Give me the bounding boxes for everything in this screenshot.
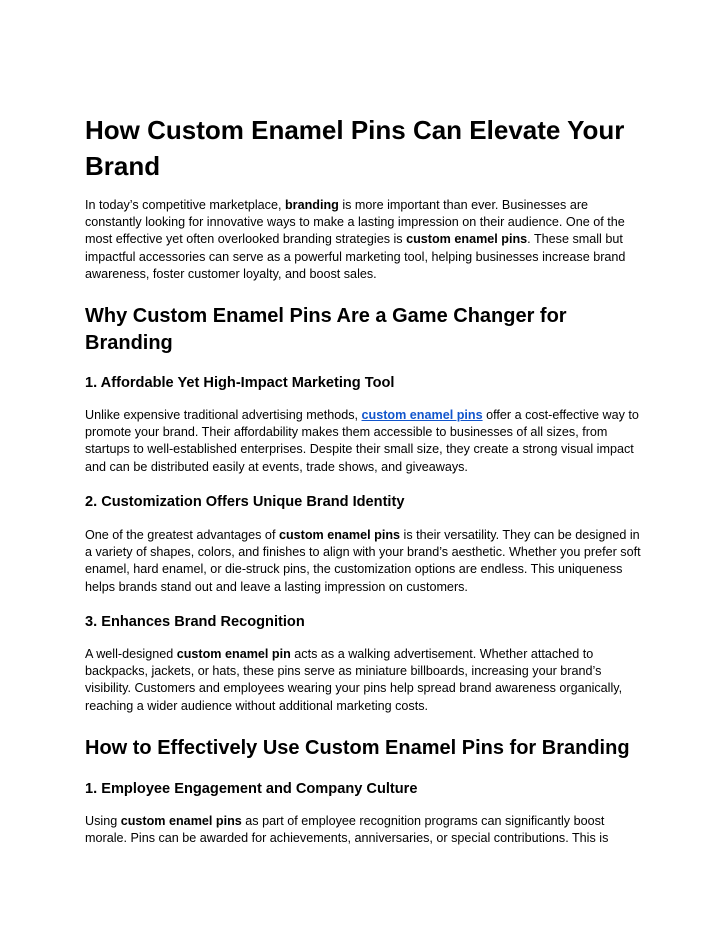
subheading-recognition: 3. Enhances Brand Recognition	[85, 614, 305, 630]
affordable-text-1: Unlike expensive traditional advertising methods,	[85, 408, 362, 422]
recognition-text-2: acts as a walking advertisement. Whether attached to backpacks, jackets, or hats, these pins serve as miniature billboards, increasing your brand’s visibility. Customers and employees wearing your pins help spread brand awareness organically, reaching a wider audience without additional marketing costs.	[85, 647, 623, 713]
customization-text-1: One of the greatest advantages of	[85, 528, 279, 542]
page-title: How Custom Enamel Pins Can Elevate Your Brand	[85, 115, 625, 181]
paragraph-customization	[85, 527, 641, 596]
intro-text-2: is more important than ever. Businesses are constantly looking for innovative ways to make a lasting impression on their audience. One of the most effective yet often overlooked branding strategies is	[85, 198, 625, 247]
custom-enamel-pins-link[interactable]: custom enamel pins	[361, 408, 483, 422]
subheading-customization: 2. Customization Offers Unique Brand Identity	[85, 494, 405, 510]
customization-bold-pins: custom enamel pins	[278, 528, 401, 542]
section-heading-how: How to Effectively Use Custom Enamel Pins for Branding	[85, 737, 630, 759]
employee-text-1: Using	[85, 814, 121, 828]
intro-text-1: In today’s competitive marketplace,	[85, 198, 285, 212]
affordable-text-2: offer a cost-effective way to promote your brand. Their affordability makes them accessible to businesses of all sizes, from startups to well-established enterprises. Despite their small size, they create a strong visual impact and can be distributed easily at events, trade shows, and giveaways.	[85, 408, 639, 474]
intro-bold-branding: branding	[284, 198, 339, 212]
paragraph-recognition	[85, 646, 641, 715]
intro-paragraph	[85, 197, 641, 283]
intro-bold-pins: custom enamel pins	[406, 232, 528, 247]
paragraph-employee	[85, 813, 641, 847]
customization-text-2: is their versatility. They can be designed in a variety of shapes, colors, and finishes to align with your brand’s aesthetic. Whether you prefer soft enamel, hard enamel, or die-struck pins, the customization options are endless. This uniqueness helps brands stand out and leave a lasting impression on customers.	[85, 528, 641, 594]
employee-bold-pins: custom enamel pins	[120, 814, 242, 828]
intro-text-3: . These small but impactful accessories can serve as a powerful marketing tool, helping businesses increase brand awareness, foster customer loyalty, and boost sales.	[85, 232, 626, 281]
section-heading-why: Why Custom Enamel Pins Are a Game Changer for Branding	[85, 305, 567, 354]
recognition-bold-pin: custom enamel pin	[176, 647, 291, 661]
recognition-text-1: A well-designed	[85, 647, 177, 661]
subheading-employee: 1. Employee Engagement and Company Culture	[85, 781, 418, 797]
subheading-affordable: 1. Affordable Yet High-Impact Marketing Tool	[85, 375, 395, 391]
paragraph-affordable	[85, 407, 641, 476]
employee-text-2: as part of employee recognition programs can significantly boost morale. Pins can be awarded for achievements, anniversaries, or special contributions. This is	[85, 814, 609, 846]
